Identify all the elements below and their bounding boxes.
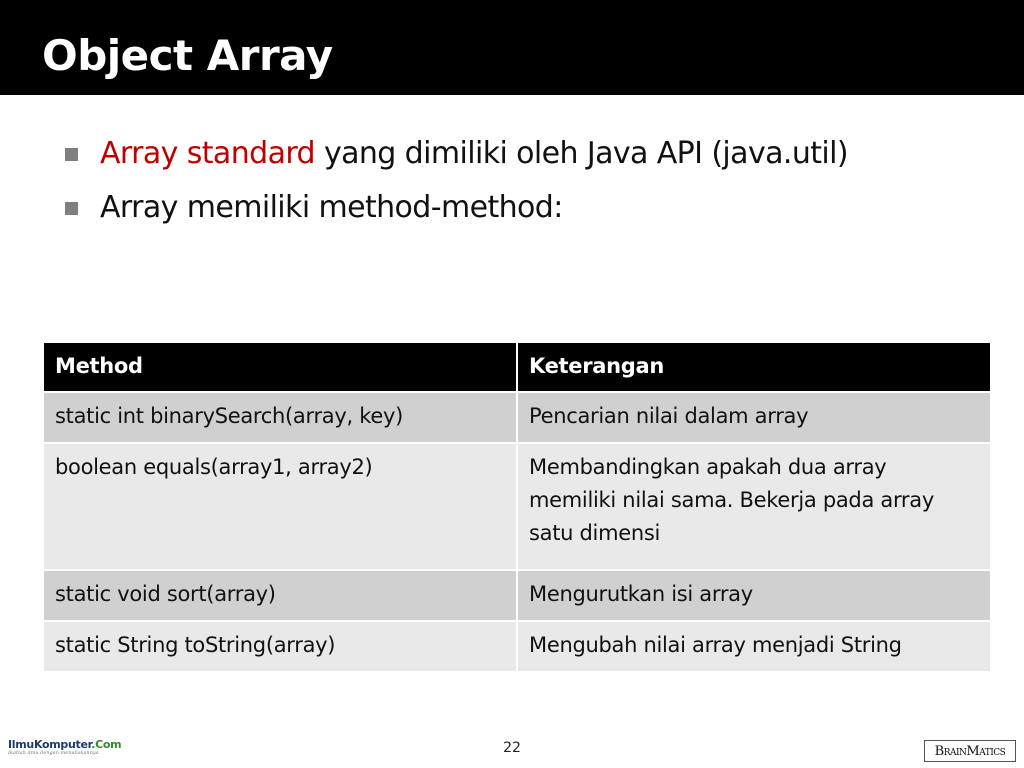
- table-row: [43, 443, 991, 570]
- slide-title: Object Array: [42, 31, 333, 80]
- bullet-item: [62, 134, 962, 174]
- description-cell: Pencarian nilai dalam array: [517, 392, 991, 443]
- table-row: [43, 570, 991, 621]
- square-bullet-icon: [65, 202, 78, 215]
- title-bar: [0, 0, 1024, 95]
- table-row: [43, 392, 991, 443]
- logo-left-tagline: Ikatlah ilmu dengan menuliskannya: [8, 750, 99, 756]
- methods-table: [42, 341, 992, 673]
- bullet-text: Array memiliki method-method:: [100, 190, 563, 225]
- description-cell: Mengubah nilai array menjadi String: [517, 621, 991, 672]
- column-header-keterangan: Keterangan: [517, 342, 991, 392]
- method-cell: static int binarySearch(array, key): [43, 392, 517, 443]
- brainmatics-logo-text: BrainMatics: [934, 743, 1006, 759]
- method-cell: static void sort(array): [43, 570, 517, 621]
- bullet-item: [62, 188, 962, 228]
- logo-left-main-text: IlmuKomputer: [8, 738, 92, 751]
- brainmatics-logo: [924, 740, 1016, 762]
- bullet-highlight: Array standard: [100, 136, 316, 171]
- ilmukomputer-logo: [8, 738, 123, 760]
- logo-left-suffix: .Com: [91, 738, 122, 751]
- bullet-list: [62, 134, 962, 242]
- description-cell: Mengurutkan isi array: [517, 570, 991, 621]
- bullet-text: yang dimiliki oleh Java API (java.util): [315, 136, 848, 171]
- column-header-method: Method: [43, 342, 517, 392]
- table-row: [43, 621, 991, 672]
- description-cell: Membandingkan apakah dua array memiliki nilai sama. Bekerja pada array satu dimensi: [517, 443, 991, 570]
- page-number: 22: [503, 740, 521, 756]
- method-cell: static String toString(array): [43, 621, 517, 672]
- square-bullet-icon: [65, 148, 78, 161]
- method-cell: boolean equals(array1, array2): [43, 443, 517, 570]
- table-header-row: [43, 342, 991, 392]
